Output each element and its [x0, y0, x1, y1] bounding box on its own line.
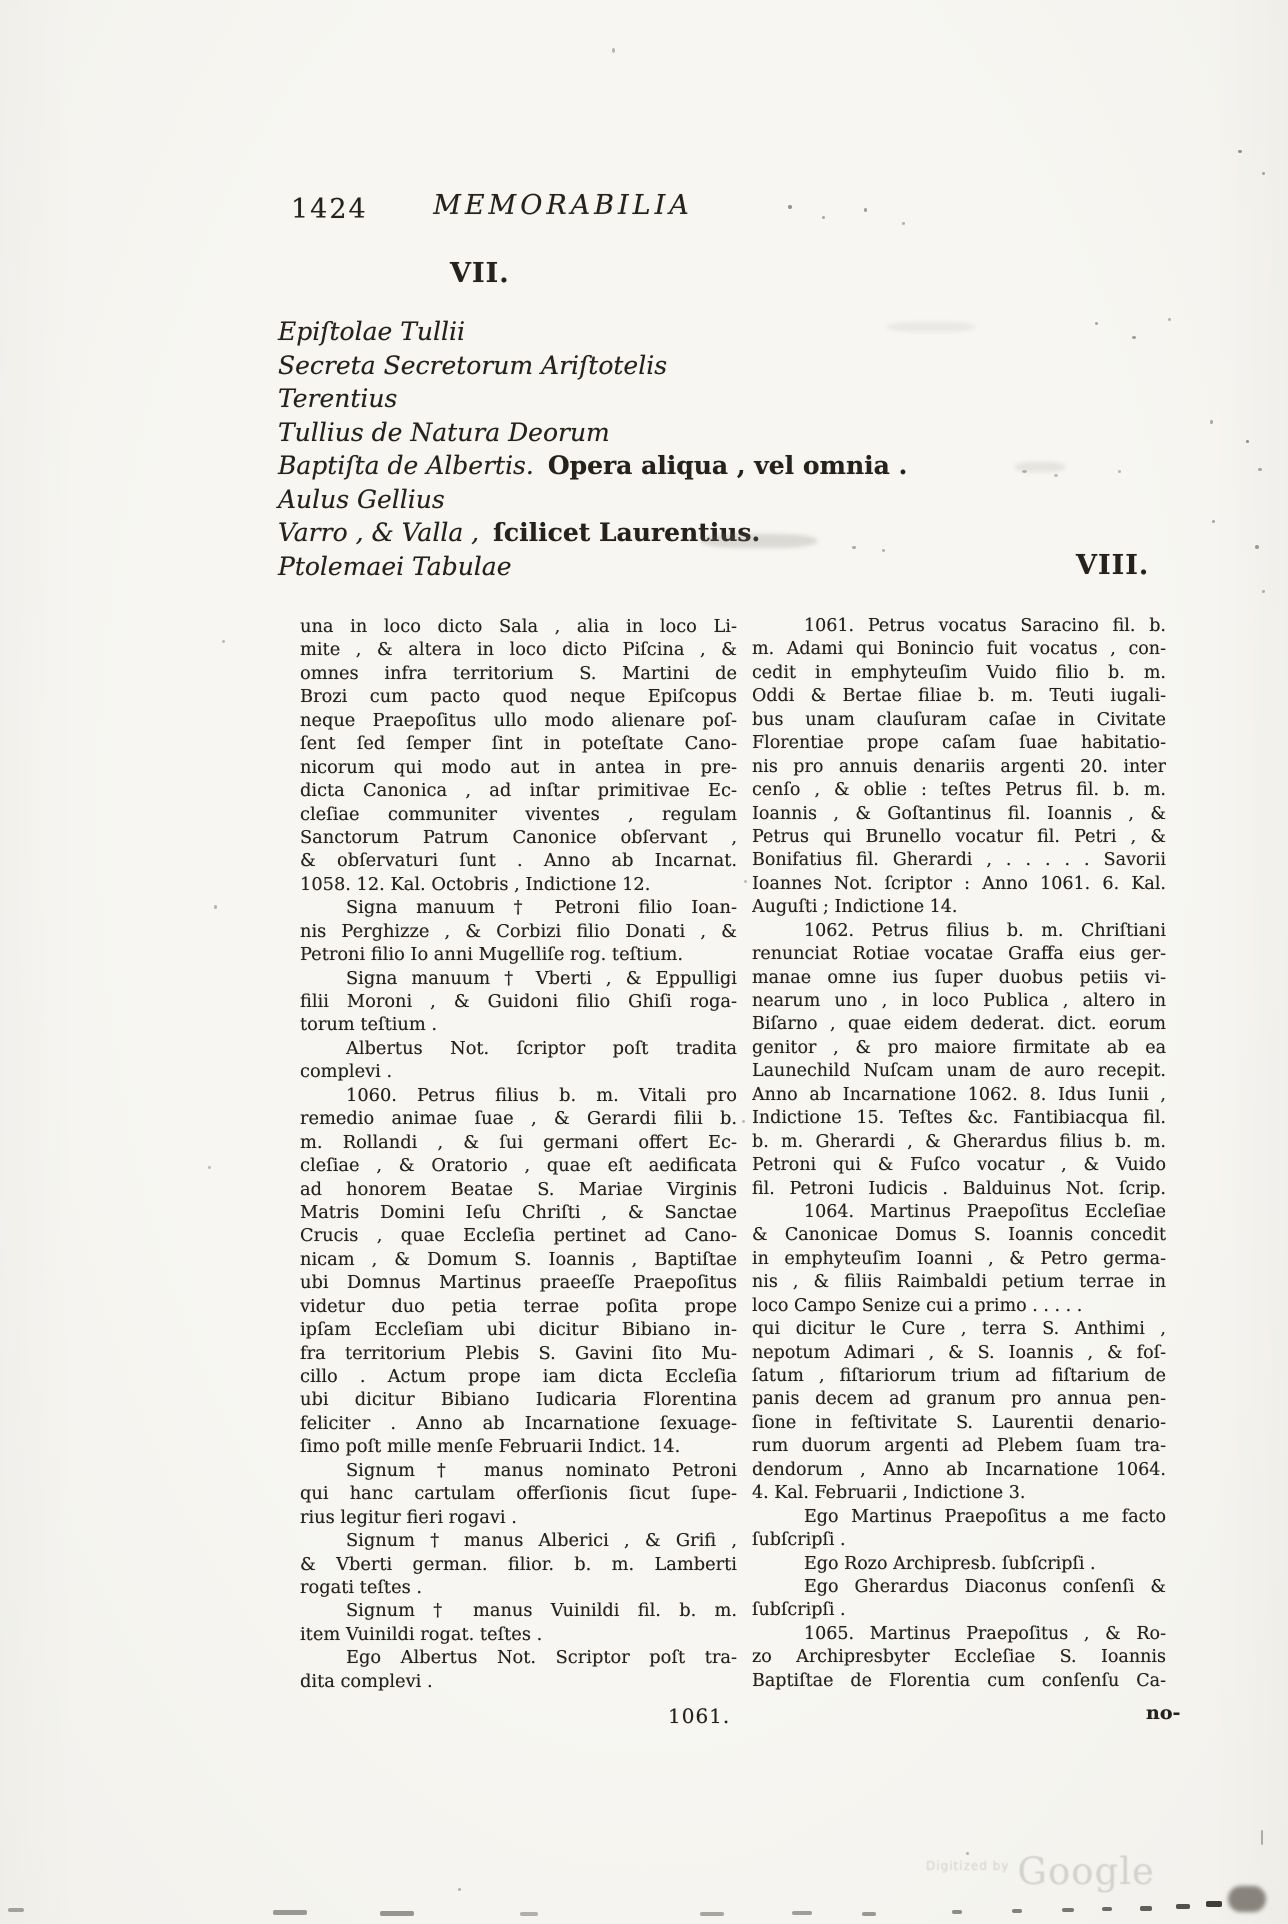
- catchword-left-column: 1061.: [668, 1704, 731, 1728]
- scan-edge-mark: [1062, 1908, 1074, 1912]
- scan-edge-mark: [952, 1910, 962, 1914]
- text-line: Anno ab Incarnatione 1062. 8. Idus Iunii ,: [752, 1084, 1166, 1105]
- left-text-column: [300, 615, 737, 1693]
- work-title-italic: Ptolemaei Tabulae: [278, 551, 512, 581]
- ink-speck: [1246, 440, 1249, 443]
- text-line: & Canonicae Domus S. Ioannis concedit: [752, 1225, 1166, 1246]
- ink-speck: [882, 549, 885, 552]
- ink-speck: [208, 1166, 211, 1169]
- text-line: 4. Kal. Februarii , Indictione 3.: [752, 1483, 1026, 1504]
- text-line: qui hanc cartulam offerſionis ſicut ſupe-: [300, 1483, 737, 1505]
- watermark-prefix-text: Digitized by: [926, 1859, 1010, 1873]
- text-line: 1061. Petrus vocatus Saracino fil. b.: [804, 616, 1166, 636]
- text-line: Signa manuum † Petroni filio Ioan-: [346, 897, 737, 919]
- ink-speck: [1095, 322, 1098, 325]
- text-line: neque Praepoſitus ullo modo alienare poſ-: [300, 709, 737, 731]
- text-line: Petroni filio Io anni Mugelliſe rog. teſtium.: [300, 944, 683, 966]
- text-line: m. Adami qui Bonincio fuit vocatus , con-: [752, 639, 1166, 660]
- text-line: dicta Canonica , ad inſtar primitivae Ec-: [300, 780, 737, 802]
- scan-edge-mark: [1261, 1830, 1263, 1845]
- catchword-right-column: no-: [1146, 1702, 1181, 1724]
- work-title-line: [278, 315, 1138, 349]
- ink-smudge: [1228, 1886, 1266, 1912]
- scan-edge-mark: [380, 1911, 414, 1916]
- scan-edge-mark: [862, 1912, 876, 1916]
- scan-edge-mark: [700, 1912, 724, 1916]
- scan-edge-mark: [520, 1912, 538, 1916]
- ink-speck: [744, 880, 747, 883]
- work-title-italic: Baptiſta de Albertis.: [278, 451, 534, 480]
- text-line: nicorum qui modo aut in antea in pre-: [300, 756, 737, 778]
- text-line: Signum † manus Alberici , & Grifi ,: [346, 1530, 737, 1552]
- text-line: Ego Rozo Archipresb. ſubſcripſi .: [804, 1553, 1096, 1574]
- ink-speck: [864, 208, 867, 212]
- text-line: Baptiſtae de Florentia cum conſenſu Ca-: [752, 1670, 1166, 1691]
- text-line: b. m. Gherardi , & Gherardus filius b. m.: [752, 1131, 1166, 1152]
- text-line: loco Campo Senize cui a primo . . . . .: [752, 1295, 1083, 1316]
- text-line: genitor , & pro maiore firmitate ab ea: [752, 1037, 1166, 1058]
- text-line: in emphyteuſim Ioanni , & Petro germa-: [752, 1248, 1166, 1269]
- work-title-line: [278, 550, 1138, 584]
- text-line: 1062. Petrus filius b. m. Chriſtiani: [804, 920, 1166, 941]
- text-line: Ego Martinus Praepoſitus a me facto: [804, 1506, 1166, 1527]
- google-watermark: [926, 1850, 1155, 1893]
- text-line: Signum † manus nominato Petroni: [346, 1459, 737, 1481]
- text-line: rius legitur fieri rogavi .: [300, 1506, 517, 1528]
- work-title-line: [278, 449, 1138, 483]
- work-title-italic: Secreta Secretorum Ariſtotelis: [278, 350, 668, 380]
- ink-speck: [458, 1888, 461, 1891]
- ink-smudge: [1014, 462, 1066, 472]
- text-line: 1065. Martinus Praepoſitus , & Ro-: [804, 1623, 1166, 1644]
- text-line: mite , & altera in loco dicto Piſcina , &: [300, 639, 737, 661]
- text-line: Sanctorum Patrum Canonice obſervant ,: [300, 826, 737, 848]
- ink-speck: [1238, 150, 1242, 153]
- text-line: Auguſti ; Indictione 14.: [752, 897, 958, 918]
- scan-edge-mark: [273, 1910, 307, 1915]
- ink-speck: [902, 222, 905, 225]
- section-heading-vii: VII.: [450, 258, 510, 289]
- text-line: fra territorium Plebis S. Gavini ſito Mu-: [300, 1342, 737, 1364]
- text-line: cleſiae communiter viventes , regulam: [300, 803, 737, 825]
- work-title-line: [278, 483, 1138, 517]
- text-line: m. Rollandi , & ſui germani offert Ec-: [300, 1131, 737, 1153]
- text-line: rum duorum argenti ad Plebem ſuam tra-: [752, 1436, 1166, 1457]
- section-heading-viii: VIII.: [1076, 550, 1150, 581]
- text-line: Matris Domini Ieſu Chriſti , & Sanctae: [300, 1201, 737, 1223]
- text-line: ubi Domnus Martinus praeeſſe Praepoſitus: [300, 1272, 737, 1294]
- text-line: ſimo poſt mille menſe Februarii Indict. 14.: [300, 1436, 681, 1458]
- ink-speck: [1210, 420, 1213, 424]
- text-line: cleſiae , & Oratorio , quae eſt aedificata: [300, 1155, 737, 1177]
- scan-edge-mark: [1102, 1907, 1112, 1911]
- text-line: nis pro annuis denariis argenti 20. inter: [752, 756, 1166, 777]
- work-title-italic: Epiſtolae Tullii: [278, 317, 465, 346]
- ink-speck: [788, 205, 792, 209]
- text-line: & Vberti german. filior. b. m. Lamberti: [300, 1553, 737, 1575]
- work-title-line: [278, 349, 1138, 383]
- text-line: fil. Petroni Iudicis . Balduinus Not. ſcrip.: [752, 1178, 1166, 1199]
- ink-speck: [1132, 336, 1136, 339]
- text-line: Albertus Not. ſcriptor poſt tradita: [346, 1037, 737, 1059]
- text-line: Biſarno , quae eidem dederat. dict. eorum: [752, 1014, 1166, 1035]
- text-line: Ioannis , & Goſtantinus fil. Ioannis , &: [752, 803, 1166, 824]
- text-line: Petrus qui Brunello vocatur fil. Petri , &: [752, 826, 1166, 847]
- text-line: cillo . Actum prope iam dicta Eccleſia: [300, 1366, 737, 1387]
- text-line: nearum uno , in loco Publica , altero in: [752, 991, 1166, 1011]
- text-line: ad honorem Beatae S. Mariae Virginis: [300, 1178, 737, 1200]
- work-title-italic: Terentius: [278, 384, 398, 413]
- text-line: nis , & filiis Raimbaldi petium terrae in: [752, 1272, 1166, 1293]
- ink-speck: [966, 1852, 969, 1855]
- text-line: omnes infra territorium S. Martini de: [300, 662, 737, 684]
- text-line: cedit in emphyteuſim Vuido filio b. m.: [752, 662, 1166, 683]
- text-line: ubi dicitur Bibiano Iudicaria Florentina: [300, 1389, 737, 1411]
- ink-speck: [1262, 172, 1265, 175]
- ink-speck: [1212, 520, 1215, 523]
- text-line: complevi .: [300, 1061, 393, 1083]
- ink-speck: [1168, 318, 1171, 321]
- text-line: & obſervaturi ſunt . Anno ab Incarnat.: [300, 850, 737, 872]
- text-line: 1058. 12. Kal. Octobris , Indictione 12.: [300, 873, 651, 895]
- ink-smudge: [700, 534, 818, 548]
- text-line: filii Moroni , & Guidoni filio Ghiſi roga-: [300, 991, 737, 1012]
- scan-edge-mark: [8, 1908, 24, 1912]
- text-line: zo Archipresbyter Eccleſiae S. Ioannis: [752, 1647, 1166, 1668]
- text-line: Petroni qui & Fuſco vocatur , & Vuido: [752, 1155, 1166, 1176]
- text-line: una in loco dicto Sala , alia in loco Li-: [300, 616, 737, 637]
- scan-edge-mark: [792, 1911, 812, 1915]
- page-number: 1424: [291, 194, 368, 225]
- scan-edge-mark: [1140, 1906, 1152, 1911]
- text-line: ſubſcripſi .: [752, 1530, 846, 1551]
- text-line: remedio animae ſuae , & Gerardi filii b.: [300, 1108, 737, 1130]
- ink-speck: [1258, 468, 1262, 471]
- text-line: Indictione 15. Teſtes &c. Fantibiacqua fil.: [752, 1108, 1166, 1129]
- ink-speck: [1118, 470, 1121, 473]
- text-line: bus unam clauſuram caſae in Civitate: [752, 709, 1166, 730]
- text-line: dendorum , Anno ab Incarnatione 1064.: [752, 1459, 1166, 1480]
- text-line: Ego Albertus Not. Scriptor poſt tra-: [346, 1647, 737, 1669]
- text-line: Brozi cum pacto quod neque Epiſcopus: [300, 686, 737, 708]
- ink-speck: [1255, 545, 1259, 549]
- text-line: ſione in feſtivitate S. Laurentii denario-: [752, 1412, 1166, 1433]
- text-line: Launechild Nuſcam unam de auro recepit.: [752, 1061, 1166, 1082]
- text-line: qui dicitur le Cure , terra S. Anthimi ,: [752, 1319, 1166, 1340]
- scan-edge-mark: [1206, 1901, 1222, 1907]
- text-line: cenſo , & oblie : teſtes Petrus fil. b. m.: [752, 780, 1166, 801]
- google-logo-text: Google: [1017, 1850, 1155, 1893]
- text-line: ſent ſed ſemper ſint in poteſtate Cano-: [300, 733, 737, 755]
- text-line: manae omne ius ſuper duobus petiis vi-: [752, 967, 1166, 988]
- text-line: feliciter . Anno ab Incarnatione ſexuage-: [300, 1412, 737, 1434]
- text-line: 1064. Martinus Praepoſitus Eccleſiae: [804, 1201, 1166, 1222]
- running-title: MEMORABILIA: [433, 190, 693, 221]
- text-line: Signa manuum † Vberti , & Eppulligi: [346, 967, 737, 989]
- text-line: renunciat Rotiae vocatae Graffa eius ger-: [752, 944, 1166, 965]
- text-line: ipſam Eccleſiam ubi dicitur Bibiano in-: [300, 1319, 737, 1341]
- text-line: item Vuinildi rogat. teſtes .: [300, 1623, 543, 1645]
- text-line: rogati teſtes .: [300, 1576, 423, 1598]
- scan-edge-mark: [1012, 1909, 1022, 1913]
- text-line: ſubſcripſi .: [752, 1600, 846, 1621]
- text-line: Bonifatius fil. Gherardi , . . . . . Savorii: [752, 850, 1166, 871]
- work-title-line: [278, 382, 1138, 416]
- text-line: nis Perghizze , & Corbizi filio Donati , &: [300, 920, 737, 942]
- text-line: nicam , & Domum S. Ioannis , Baptiſtae: [300, 1248, 737, 1270]
- text-line: panis decem ad granum pro annua pen-: [752, 1389, 1166, 1410]
- text-line: Crucis , quae Eccleſia pertinet ad Cano-: [300, 1225, 737, 1247]
- ink-speck: [612, 48, 615, 53]
- right-text-column: [752, 615, 1166, 1693]
- text-line: Florentiae prope caſam ſuae habitatio-: [752, 733, 1166, 754]
- text-line: Signum † manus Vuinildi fil. b. m.: [346, 1600, 737, 1622]
- ink-speck: [1054, 474, 1058, 477]
- text-line: ſatum , fiſtariorum trium ad fiſtarium de: [752, 1366, 1166, 1386]
- work-title-italic: Varro , & Valla ,: [278, 518, 480, 547]
- ink-speck: [852, 546, 856, 549]
- work-title-italic: Tullius de Natura Deorum: [278, 417, 610, 447]
- scan-edge-mark: [1176, 1904, 1190, 1909]
- text-line: Oddi & Bertae filiae b. m. Teuti iugali-: [752, 686, 1166, 707]
- text-line: dita complevi .: [300, 1670, 433, 1692]
- ink-speck: [222, 640, 225, 643]
- ink-speck: [1262, 590, 1265, 593]
- ink-speck: [822, 216, 825, 219]
- ink-speck: [742, 1120, 745, 1123]
- text-line: Ego Gherardus Diaconus conſenſi &: [804, 1576, 1166, 1597]
- text-line: nepotum Adimari , & S. Ioannis , & foſ-: [752, 1342, 1166, 1363]
- work-title-line: [278, 416, 1138, 450]
- ink-smudge: [886, 322, 976, 332]
- text-line: 1060. Petrus filius b. m. Vitali pro: [346, 1084, 737, 1106]
- text-line: torum teſtium .: [300, 1014, 438, 1036]
- text-line: Ioannes Not. ſcriptor : Anno 1061. 6. Kal.: [752, 873, 1166, 894]
- work-title-roman: Opera aliqua , vel omnia .: [547, 451, 908, 480]
- work-title-italic: Aulus Gellius: [278, 484, 445, 514]
- work-title-roman: ſcilicet Laurentius.: [493, 518, 761, 547]
- ink-speck: [214, 905, 217, 909]
- text-line: videtur duo petia terrae poſita prope: [300, 1295, 737, 1317]
